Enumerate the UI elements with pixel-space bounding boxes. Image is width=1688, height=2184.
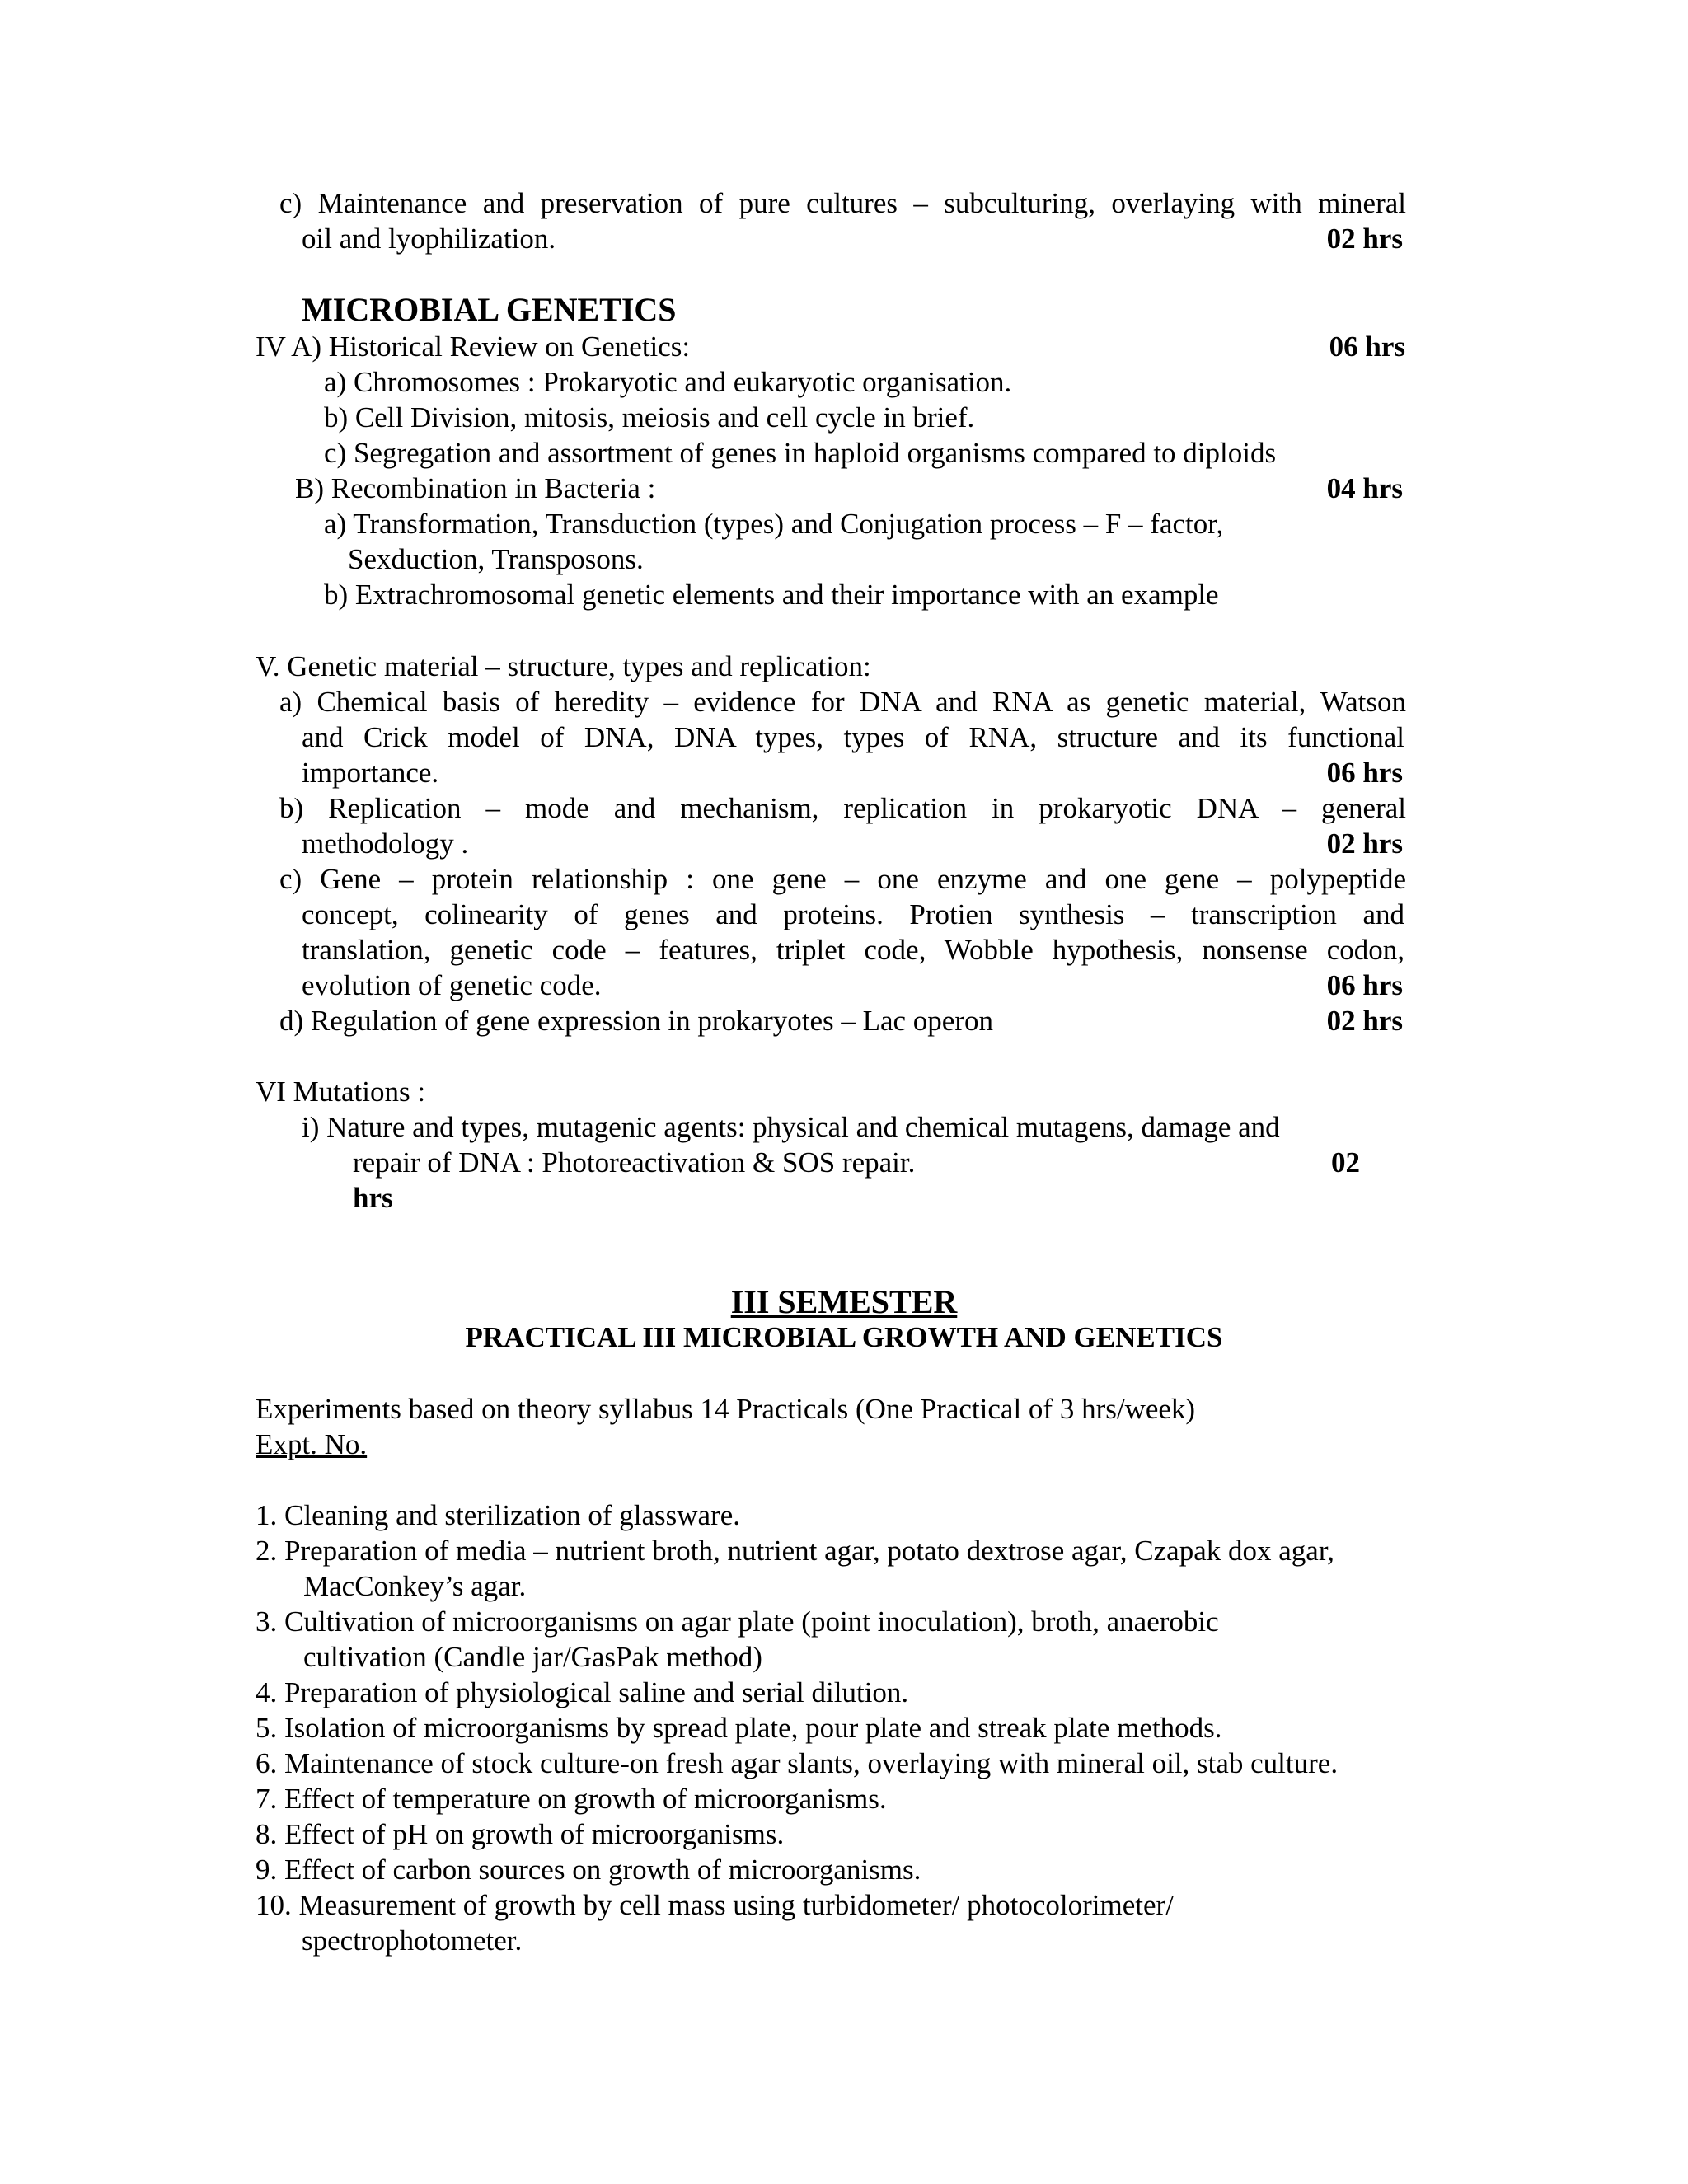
microbial-genetics-heading: MICROBIAL GENETICS (302, 291, 677, 328)
culture-maintenance-hours: 02 hrs (1326, 223, 1403, 255)
gene-regulation-hours: 02 hrs (1326, 1005, 1403, 1037)
experiment-item-continued: MacConkey’s agar. (303, 1570, 527, 1602)
gene-protein-item-line-3: translation, genetic code – features, triplet code, Wobble hypothesis, nonsense codon, (302, 934, 1404, 966)
replication-hours: 02 hrs (1326, 827, 1403, 860)
extrachromosomal-item: b) Extrachromosomal genetic elements and their importance with an example (324, 579, 1219, 611)
heredity-item-line-2: and Crick model of DNA, DNA types, types of RNA, structure and its functional (302, 721, 1404, 753)
historical-review-hours: 06 hrs (1329, 330, 1405, 363)
mutagens-hours-unit: hrs (353, 1182, 393, 1214)
experiment-item-continued: cultivation (Candle jar/GasPak method) (303, 1641, 762, 1673)
gene-protein-item-line-2: concept, colinearity of genes and proteins. Protien synthesis – transcription and (302, 898, 1404, 930)
segregation-item: c) Segregation and assortment of genes in haploid organisms compared to diploids (324, 437, 1277, 469)
experiments-intro: Experiments based on theory syllabus 14 Practicals (One Practical of 3 hrs/week) (256, 1393, 1196, 1425)
recombination-hours: 04 hrs (1326, 472, 1403, 504)
gene-regulation-item: d) Regulation of gene expression in prokaryotes – Lac operon (279, 1005, 993, 1037)
gene-protein-item-line-4: evolution of genetic code. (302, 969, 602, 1001)
transformation-item-line-1: a) Transformation, Transduction (types) and Conjugation process – F – factor, (324, 508, 1224, 540)
experiment-item: 6. Maintenance of stock culture-on fresh agar slants, overlaying with mineral oil, stab culture. (256, 1747, 1339, 1779)
gene-protein-hours: 06 hrs (1326, 969, 1403, 1001)
mutagens-hours-number: 02 (1331, 1146, 1360, 1179)
replication-item-line-1: b) Replication – mode and mechanism, replication in prokaryotic DNA – general (279, 792, 1406, 824)
culture-maintenance-line-1: c) Maintenance and preservation of pure cultures – subculturing, overlaying with mineral (279, 187, 1406, 219)
transformation-item-line-2: Sexduction, Transposons. (348, 543, 644, 575)
experiment-item: 9. Effect of carbon sources on growth of microorganisms. (256, 1854, 921, 1886)
experiment-item: 5. Isolation of microorganisms by spread plate, pour plate and streak plate methods. (256, 1712, 1222, 1744)
mutagens-item-line-2: repair of DNA : Photoreactivation & SOS repair. (353, 1146, 916, 1179)
replication-item-line-2: methodology . (302, 827, 469, 860)
cell-division-item: b) Cell Division, mitosis, meiosis and cell cycle in brief. (324, 401, 975, 434)
experiment-item: 8. Effect of pH on growth of microorganisms. (256, 1818, 785, 1850)
experiment-item: 1. Cleaning and sterilization of glassware. (256, 1499, 741, 1531)
mutagens-item-line-1: i) Nature and types, mutagenic agents: physical and chemical mutagens, damage and (302, 1111, 1280, 1143)
historical-review-heading: IV A) Historical Review on Genetics: (256, 330, 691, 363)
heredity-hours: 06 hrs (1326, 757, 1403, 789)
genetic-material-heading: V. Genetic material – structure, types and replication: (256, 650, 871, 682)
experiment-item: 3. Cultivation of microorganisms on agar plate (point inoculation), broth, anaerobic (256, 1605, 1219, 1638)
heredity-item-line-1: a) Chemical basis of heredity – evidence for DNA and RNA as genetic material, Watson (279, 686, 1406, 718)
experiment-item: 7. Effect of temperature on growth of microorganisms. (256, 1783, 887, 1815)
expt-no-label: Expt. No. (256, 1428, 368, 1460)
culture-maintenance-line-2: oil and lyophilization. (302, 223, 556, 255)
semester-title: III SEMESTER (730, 1283, 958, 1320)
chromosomes-item: a) Chromosomes : Prokaryotic and eukaryotic organisation. (324, 366, 1012, 398)
experiment-item: 2. Preparation of media – nutrient broth, nutrient agar, potato dextrose agar, Czapak dox agar, (256, 1535, 1334, 1567)
recombination-heading: B) Recombination in Bacteria : (295, 472, 656, 504)
heredity-item-line-3: importance. (302, 757, 439, 789)
experiment-item: 10. Measurement of growth by cell mass using turbidometer/ photocolorimeter/ (256, 1889, 1174, 1921)
experiment-item-continued: spectrophotometer. (302, 1924, 523, 1957)
mutations-heading: VI Mutations : (256, 1076, 426, 1108)
practical-title: PRACTICAL III MICROBIAL GROWTH AND GENETICS (465, 1321, 1223, 1353)
experiment-item: 4. Preparation of physiological saline and serial dilution. (256, 1676, 909, 1708)
gene-protein-item-line-1: c) Gene – protein relationship : one gene – one enzyme and one gene – polypeptide (279, 863, 1406, 895)
